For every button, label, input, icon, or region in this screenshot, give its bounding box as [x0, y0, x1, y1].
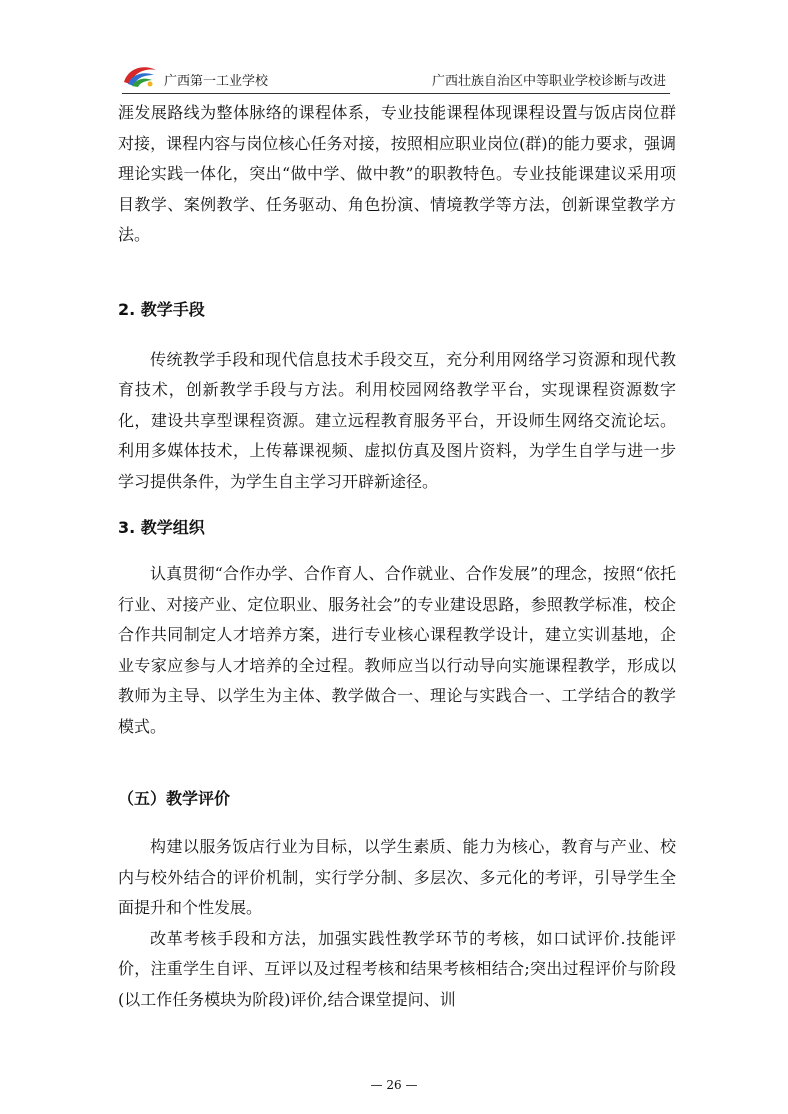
paragraph-teaching-means: 传统教学手段和现代信息技术手段交互，充分利用网络学习资源和现代教育技术，创新教学手段与方法。利用校园网络教学平台，实现课程资源数字化，建设共享型课程资源。建立远程教育服务平台，开设师生网络交流论坛。利用多媒体技术，上传幕课视频、虚拟仿真及图片资料，为学生自学与进一步学习提供条件，为学生自主学习开辟新途径。	[118, 349, 676, 491]
page-number: — 26 —	[370, 1078, 418, 1092]
paragraph-curriculum: 涯发展路线为整体脉络的课程体系，专业技能课程体现课程设置与饭店岗位群对接，课程内容与岗位核心任务对接，按照相应职业岗位(群)的能力要求，强调理论实践一体化，突出“做中学、做中教”的职教特色。专业技能课建议采用项目教学、案例教学、任务驱动、角色扮演、情境教学等方法，创新课堂教学方法。	[118, 103, 676, 244]
section-heading-teaching-means: 2. 教学手段	[118, 299, 205, 319]
paragraph-teaching-organization: 认真贯彻“合作办学、合作育人、合作就业、合作发展”的理念，按照“依托行业、对接产业、定位职业、服务社会”的专业建设思路，参照教学标准，校企合作共同制定人才培养方案，进行专业核心课程教学设计，建立实训基地，企业专家应参与人才培养的全过程。教师应当以行动导向实施课程教学，形成以教师为主导、以学生为主体、教学做合一、理论与实践合一、工学结合的教学模式。	[118, 564, 676, 736]
paragraph-assessment-reform: 改革考核手段和方法，加强实践性教学环节的考核，如口试评价.技能评价，注重学生自评、互评以及过程考核和结果考核相结合;突出过程评价与阶段(以工作任务模块为阶段)评价,结合课堂提问、训	[118, 928, 676, 1009]
section-heading-teaching-evaluation: （五）教学评价	[118, 789, 231, 808]
page-header	[122, 60, 670, 92]
header-divider	[122, 93, 670, 94]
document-title: 广西壮族自治区中等职业学校诊断与改进	[431, 74, 666, 89]
section-heading-teaching-organization: 3. 教学组织	[118, 518, 205, 537]
page-content	[118, 98, 676, 1015]
school-logo-icon	[122, 62, 158, 88]
school-name: 广西第一工业学校	[164, 74, 269, 89]
paragraph-evaluation-mechanism: 构建以服务饭店行业为目标，以学生素质、能力为核心，教育与产业、校内与校外结合的评价机制，实行学分制、多层次、多元化的考评，引导学生全面提升和个性发展。	[118, 837, 676, 917]
